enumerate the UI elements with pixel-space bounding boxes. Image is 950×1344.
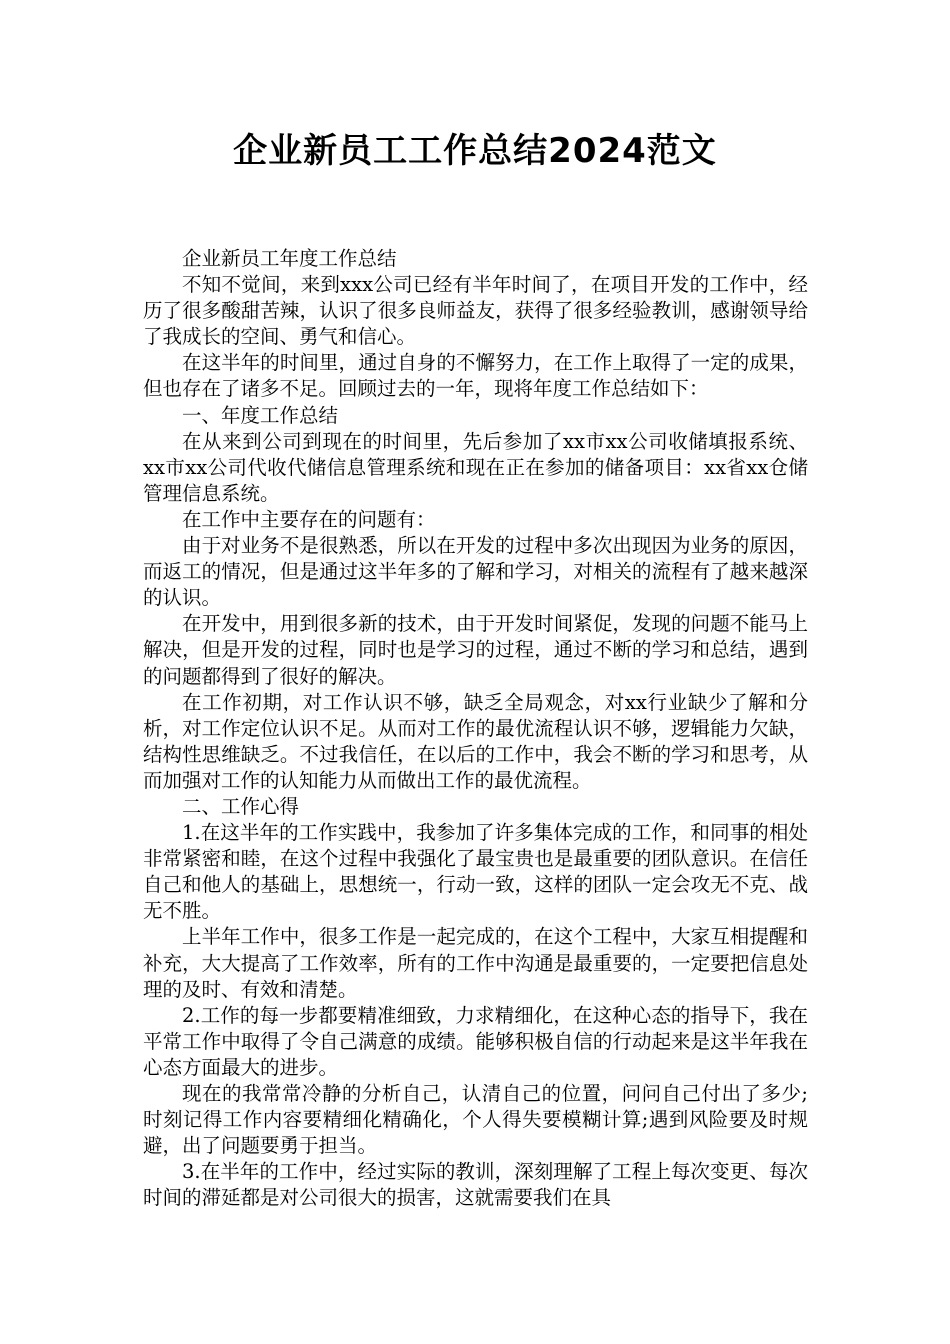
paragraph: 2.工作的每一步都要精准细致，力求精细化，在这种心态的指导下，我在平常工作中取得了令自己满意的成绩。能够积极自信的行动起来是这半年我在心态方面最大的进步。 — [143, 1003, 808, 1079]
paragraph: 在开发中，用到很多新的技术，由于开发时间紧促，发现的问题不能马上解决，但是开发的过程，同时也是学习的过程，通过不断的学习和总结，遇到的问题都得到了很好的解决。 — [143, 612, 808, 688]
document-body — [143, 246, 808, 1211]
paragraph: 在从来到公司到现在的时间里，先后参加了xx市xx公司收储填报系统、xx市xx公司代收代储信息管理系统和现在正在参加的储备项目：xx省xx仓储管理信息系统。 — [143, 429, 808, 505]
paragraph: 3.在半年的工作中，经过实际的教训，深刻理解了工程上每次变更、每次时间的滞延都是对公司很大的损害，这就需要我们在具 — [143, 1160, 808, 1210]
paragraph: 在工作初期，对工作认识不够，缺乏全局观念，对xx行业缺少了解和分析，对工作定位认识不足。从而对工作的最优流程认识不够，逻辑能力欠缺，结构性思维缺乏。不过我信任，在以后的工作中，我会不断的学习和思考，从而加强对工作的认知能力从而做出工作的最优流程。 — [143, 690, 808, 792]
paragraph: 不知不觉间，来到xxx公司已经有半年时间了，在项目开发的工作中，经历了很多酸甜苦辣，认识了很多良师益友，获得了很多经验教训，感谢领导给了我成长的空间、勇气和信心。 — [143, 273, 808, 349]
paragraph-subtitle: 企业新员工年度工作总结 — [182, 247, 397, 270]
paragraph: 上半年工作中，很多工作是一起完成的，在这个工程中，大家互相提醒和补充，大大提高了工作效率，所有的工作中沟通是最重要的，一定要把信息处理的及时、有效和清楚。 — [143, 925, 808, 1001]
paragraph: 在工作中主要存在的问题有： — [182, 507, 436, 531]
section-heading-work-insights: 二、工作心得 — [182, 794, 300, 818]
section-heading-annual-summary: 一、年度工作总结 — [182, 403, 339, 427]
document-title: 企业新员工工作总结2024范文 — [233, 131, 717, 171]
paragraph: 1.在这半年的工作实践中，我参加了许多集体完成的工作，和同事的相处非常紧密和睦，在这个过程中我强化了最宝贵也是最重要的团队意识。在信任自己和他人的基础上，思想统一，行动一致，这样的团队一定会攻无不克、战无不胜。 — [143, 821, 808, 923]
paragraph: 在这半年的时间里，通过自身的不懈努力，在工作上取得了一定的成果，但也存在了诸多不足。回顾过去的一年，现将年度工作总结如下： — [143, 351, 808, 401]
paragraph: 由于对业务不是很熟悉，所以在开发的过程中多次出现因为业务的原因，而返工的情况，但是通过这半年多的了解和学习，对相关的流程有了越来越深的认识。 — [143, 534, 808, 610]
paragraph: 现在的我常常冷静的分析自己，认清自己的位置，问问自己付出了多少;时刻记得工作内容要精细化精确化，个人得失要模糊计算;遇到风险要及时规避，出了问题要勇于担当。 — [143, 1082, 808, 1158]
